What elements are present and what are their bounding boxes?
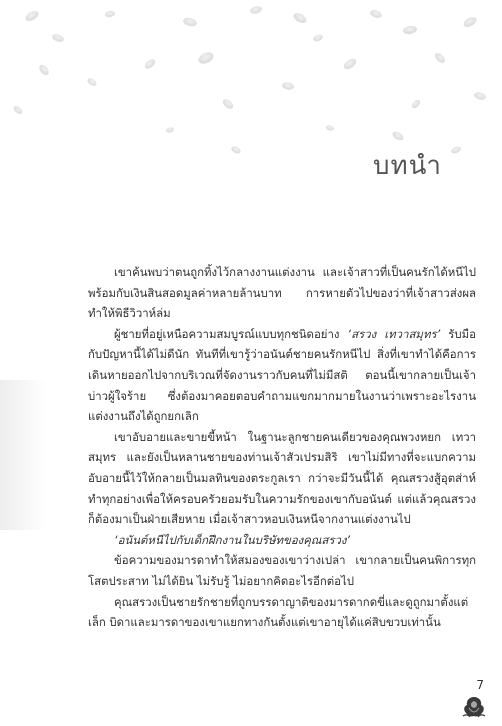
falling-petals-decoration: [0, 0, 502, 220]
paragraph-text: ข้อความของมารดาทำให้สมองของเขาว่างเปล่า เขากลายเป็นคนพิการทุกโสตประสาท ไม่ได้ยิน ไม่รับรู้ ไม่อยากคิดอะไรอีกต่อไป: [88, 553, 476, 588]
paragraph-text: เขาค้นพบว่าตนถูกทิ้งไว้กลางงานแต่งงาน และเจ้าสาวที่เป็นคนรักได้หนีไปพร้อมกับเงินสินสอดมูลค่าหลายล้านบาท การหายตัวไปของว่าที่เจ้าสาวส่งผลทำให้พิธีวิวาห์ล่ม: [88, 265, 476, 321]
paragraph-text: คุณสรวงเป็นชายรักชายที่ถูกบรรดาญาติของมารดากดขี่และดูถูกมาตั้งแต่เล็ก บิดาและมารดาของเขาแยกทางกันตั้งแต่เขาอายุได้แค่สิบขวบเท่านั้น: [88, 594, 469, 630]
paragraph: [88, 530, 476, 551]
paragraph: [88, 592, 476, 633]
paragraph-text: เขาอับอายและขายขี้หน้า ในฐานะลูกชายคนเดียวของคุณพวงหยก เทวาสมุทร และยังเป็นหลานชายของท่านเจ้าสัวเปรมสิริ เขาไม่มีทางที่จะแบกความอับอายนี้ไว้ให้กลายเป็นมลทินของตระกูลเรา กว่าจะมีวันนี้ได้ คุณสรวงสู้อุตส่าห์ทำทุกอย่างเพื่อให้ครอบครัวยอมรับในความรักของเขากับอนันต์ แต่แล้วคุณสรวงก็ต้องมาเป็นฝ่ายเสียหาย เมื่อเจ้าสาวหอบเงินหนีจากงานแต่งงานไป: [88, 429, 476, 527]
paragraph: [88, 427, 476, 530]
chapter-title: บทนำ: [372, 151, 442, 181]
body-text: [88, 262, 476, 633]
emphasized-text: ‘อนันต์หนีไปกับเด็กฝึกงานในบริษัทของคุณสรวง’: [114, 532, 351, 547]
rose-icon: [460, 694, 488, 720]
paragraph: [88, 324, 476, 427]
paragraph: [88, 262, 476, 324]
page-number: 7: [476, 678, 484, 692]
page-footer: [452, 678, 488, 722]
paragraph: [88, 550, 476, 591]
paragraph-text: รับมือกับปัญหานี้ได้ไม่ดีนัก ทันทีที่เขารู้ว่าอนันต์ชายคนรักหนีไป สิ่งที่เขาทำได้คือการเดินหายออกไปจากบริเวณที่จัดงานราวกับคนที่ไม่มีสติ ตอนนี้เขากลายเป็นเจ้าบ่าวผู้ใจร้าย ซึ่งต้องมาคอยตอบคำถามแขกมากมายในงานว่าเพราะอะไรงานแต่งงานถึงได้ถูกยกเลิก: [88, 326, 476, 424]
emphasized-text: ‘สรวง เทวาสมุทร’: [347, 326, 441, 341]
paragraph-text: ผู้ชายที่อยู่เหนือความสมบูรณ์แบบทุกชนิดอย่าง: [114, 326, 348, 341]
page-edge-shade: [0, 380, 46, 530]
